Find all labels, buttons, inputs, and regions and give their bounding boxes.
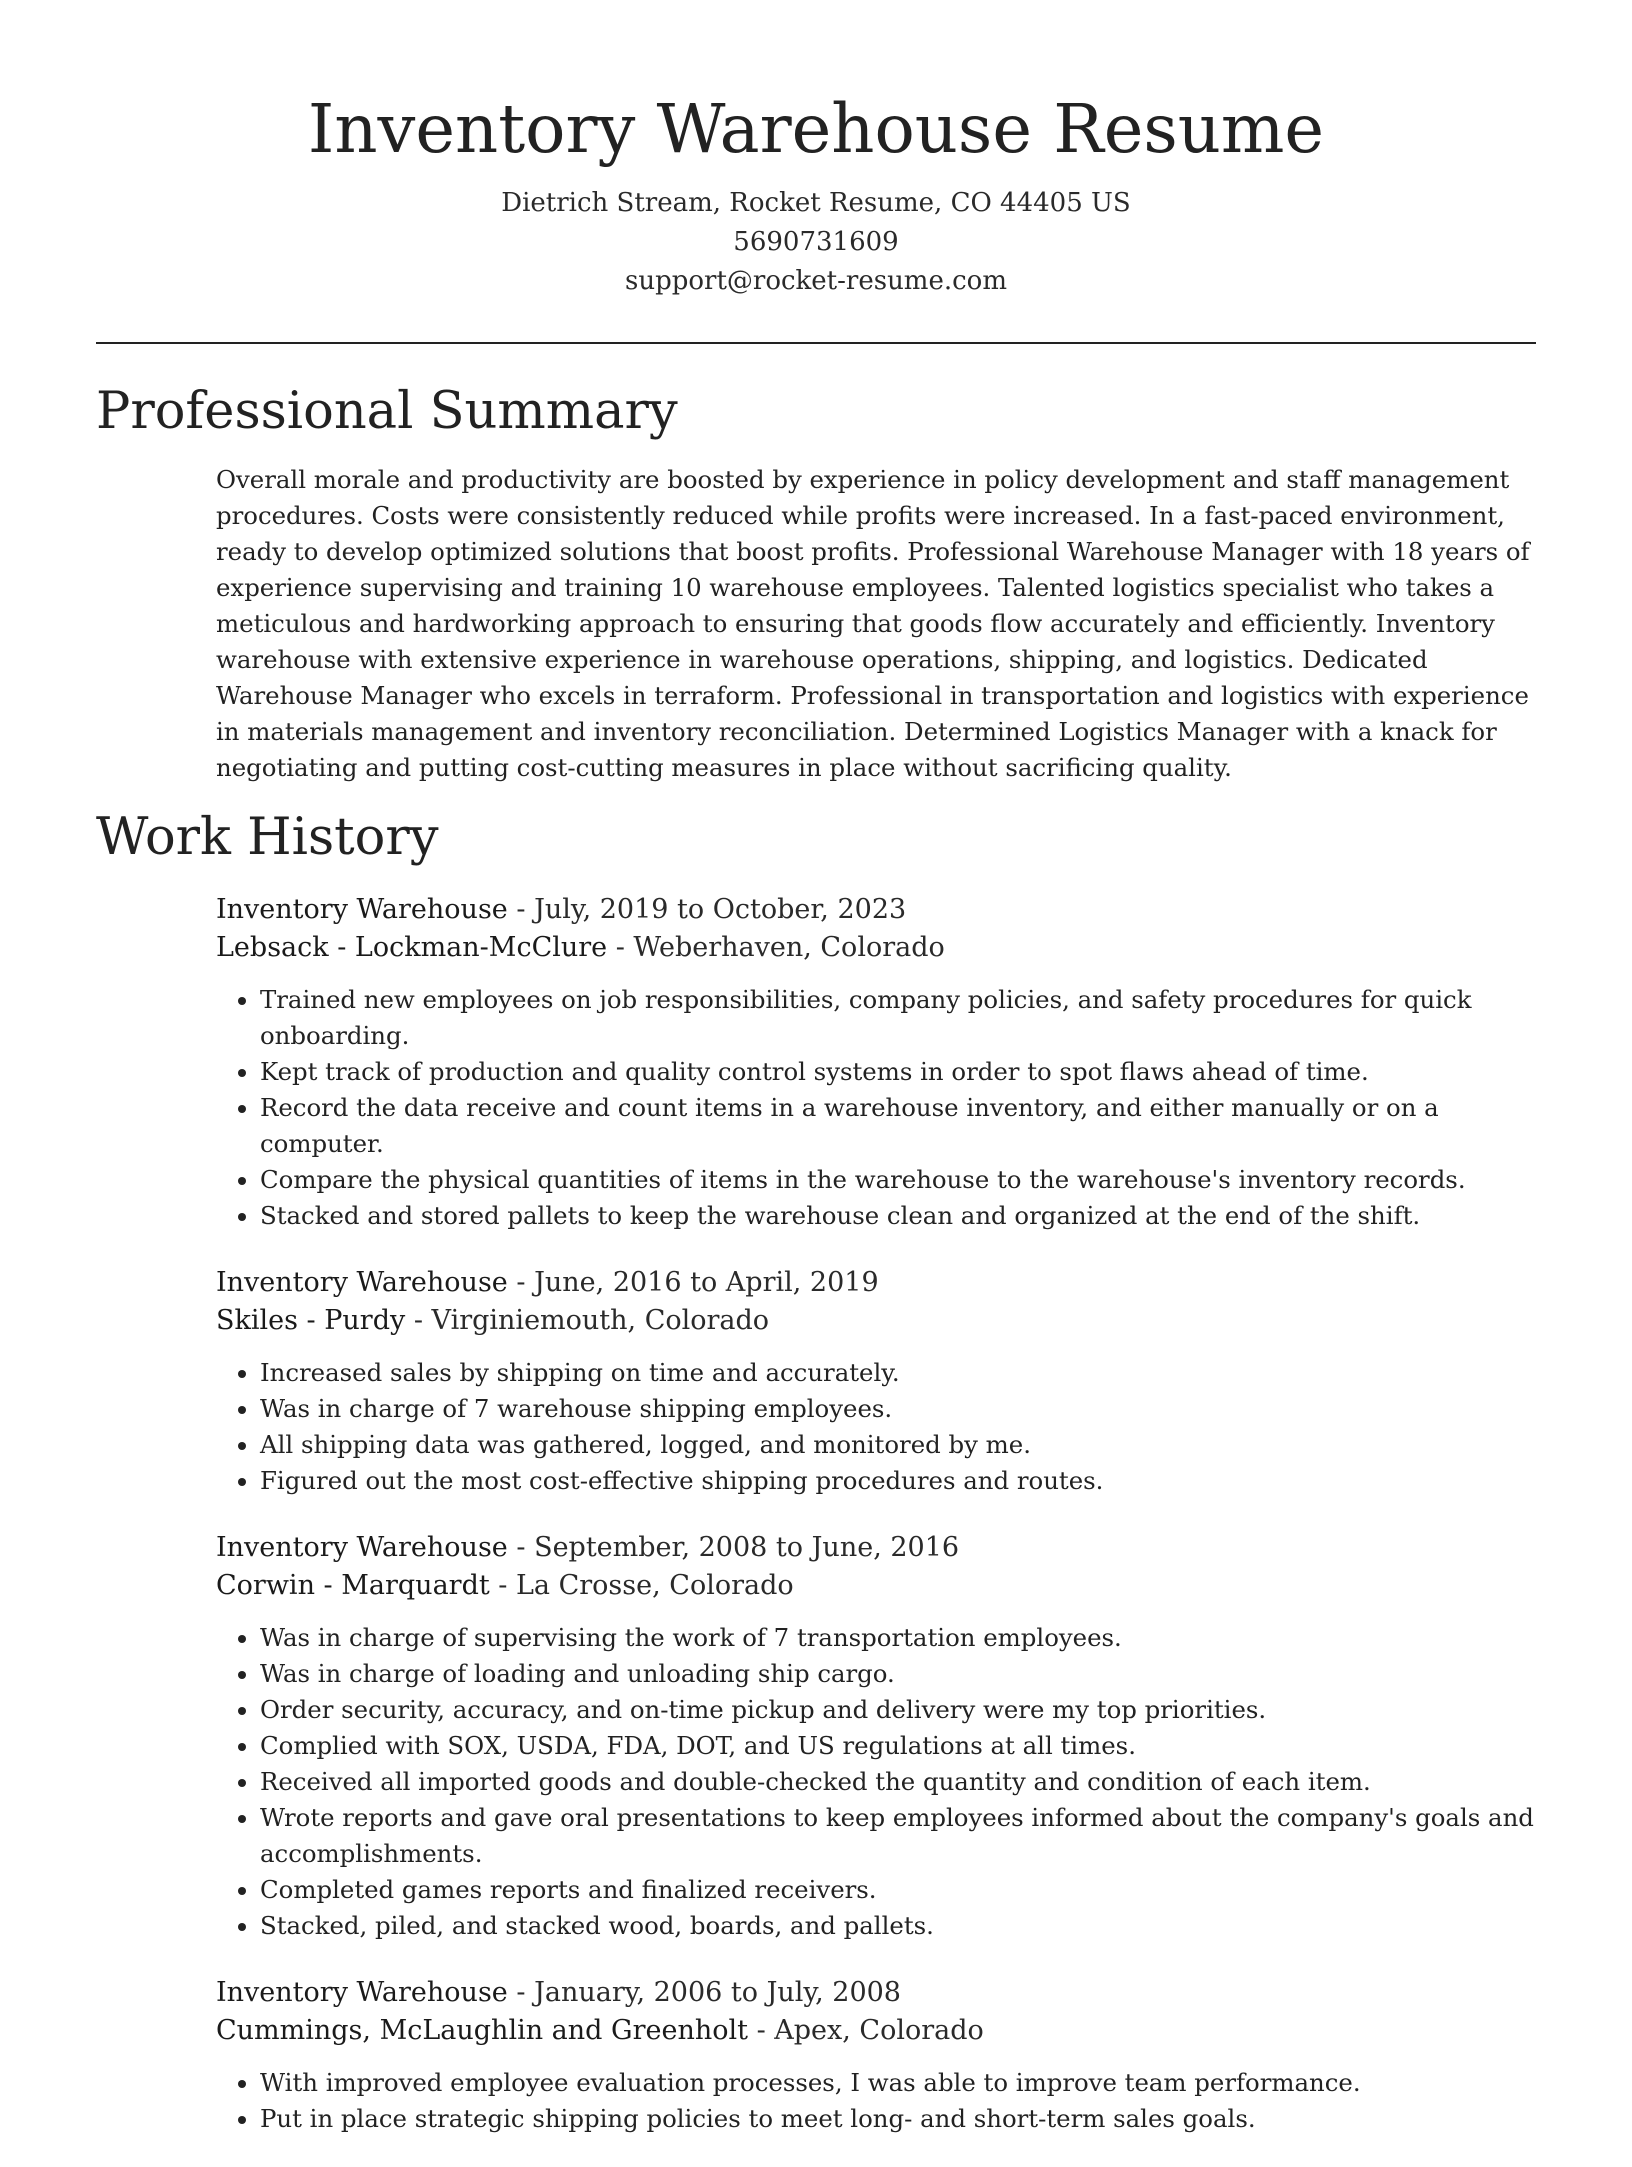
job-title-line — [216, 1264, 1541, 1302]
job-entry — [216, 1529, 1541, 1944]
job-location: - Virginiemouth, Colorado — [405, 1305, 770, 1336]
job-bullet: • Stacked, piled, and stacked wood, boards, and pallets. — [260, 1908, 1541, 1944]
work-history-list — [216, 891, 1541, 2167]
job-bullet: • Record the data receive and count items in a warehouse inventory, and either manually or on a computer. — [260, 1090, 1541, 1162]
job-company: Skiles - Purdy — [216, 1305, 406, 1336]
job-title: Inventory Warehouse — [216, 1977, 508, 2008]
job-bullet: • Compare the physical quantities of items in the warehouse to the warehouse's inventory records. — [260, 1162, 1541, 1198]
job-bullet: • Increased sales by shipping on time and accurately. — [260, 1355, 1541, 1391]
work-history-heading: Work History — [96, 808, 439, 867]
job-location: - La Crosse, Colorado — [489, 1570, 794, 1601]
job-entry — [216, 891, 1541, 1234]
contact-phone: 5690731609 — [733, 227, 899, 257]
job-bullet: • Stacked and stored pallets to keep the warehouse clean and organized at the end of the shift. — [260, 1198, 1541, 1234]
job-bullet: • Was in charge of supervising the work of 7 transportation employees. — [260, 1620, 1541, 1656]
job-bullet-list — [216, 1355, 1541, 1499]
job-bullet: • With improved employee evaluation processes, I was able to improve team performance. — [260, 2065, 1541, 2101]
contact-email: support@rocket-resume.com — [624, 266, 1007, 296]
job-title: Inventory Warehouse — [216, 894, 508, 925]
job-title-line — [216, 891, 1541, 929]
job-dates: - January, 2006 to July, 2008 — [507, 1977, 901, 2008]
job-dates: - September, 2008 to June, 2016 — [507, 1532, 960, 1563]
job-title: Inventory Warehouse — [216, 1267, 508, 1298]
job-company: Cummings, McLaughlin and Greenholt — [216, 2015, 748, 2046]
job-bullet: • Was in charge of 7 warehouse shipping employees. — [260, 1391, 1541, 1427]
job-bullet-list — [216, 982, 1541, 1234]
job-dates: - July, 2019 to October, 2023 — [507, 894, 907, 925]
job-bullet: • Wrote reports and gave oral presentations to keep employees informed about the company's goals and accomplishments. — [260, 1800, 1541, 1872]
job-bullet: • Trained new employees on job responsibilities, company policies, and safety procedures for quick onboarding. — [260, 982, 1541, 1054]
job-entry — [216, 1974, 1541, 2137]
job-entry — [216, 1264, 1541, 1499]
job-bullet-list — [216, 1620, 1541, 1944]
job-title: Inventory Warehouse — [216, 1532, 508, 1563]
job-location: - Weberhaven, Colorado — [607, 932, 945, 963]
job-bullet: • Completed games reports and finalized receivers. — [260, 1872, 1541, 1908]
contact-address: Dietrich Stream, Rocket Resume, CO 44405 US — [501, 188, 1131, 218]
resume-title: Inventory Warehouse Resume — [307, 90, 1325, 168]
job-bullet: • Was in charge of loading and unloading ship cargo. — [260, 1656, 1541, 1692]
job-location: - Apex, Colorado — [747, 2015, 984, 2046]
job-title-line — [216, 1974, 1541, 2012]
job-company-line — [216, 2012, 1541, 2050]
job-title-line — [216, 1529, 1541, 1567]
job-bullet-list — [216, 2065, 1541, 2137]
job-company: Lebsack - Lockman-McClure — [216, 932, 608, 963]
summary-text: Overall morale and productivity are boosted by experience in policy development and staff management procedures. Costs were consistently reduced while profits were increased. In a fast-paced environment, ready to develop optimized solutions that boost profits. Professional Warehouse Manager with 18 years of experience supervising and training 10 warehouse employees. Talented logistics specialist who takes a meticulous and hardworking approach to ensuring that goods flow accurately and efficiently. Inventory warehouse with extensive experience in warehouse operations, shipping, and logistics. Dedicated Warehouse Manager who excels in terraform. Professional in transportation and logistics with experience in materials management and inventory reconciliation. Determined Logistics Manager with a knack for negotiating and putting cost-cutting measures in place without sacrificing quality. — [216, 465, 1530, 782]
job-bullet: • Order security, accuracy, and on-time pickup and delivery were my top priorities. — [260, 1692, 1541, 1728]
job-bullet: • All shipping data was gathered, logged, and monitored by me. — [260, 1427, 1541, 1463]
job-company: Corwin - Marquardt — [216, 1570, 490, 1601]
job-bullet: • Complied with SOX, USDA, FDA, DOT, and US regulations at all times. — [260, 1728, 1541, 1764]
job-company-line — [216, 1302, 1541, 1340]
job-bullet: • Received all imported goods and double-checked the quantity and condition of each item. — [260, 1764, 1541, 1800]
resume-header — [0, 0, 1632, 301]
job-bullet: • Kept track of production and quality control systems in order to spot flaws ahead of time. — [260, 1054, 1541, 1090]
contact-block — [0, 184, 1632, 301]
job-dates: - June, 2016 to April, 2019 — [507, 1267, 879, 1298]
job-company-line — [216, 929, 1541, 967]
job-company-line — [216, 1567, 1541, 1605]
job-bullet: • Figured out the most cost-effective shipping procedures and routes. — [260, 1463, 1541, 1499]
header-divider — [96, 342, 1536, 344]
summary-heading: Professional Summary — [96, 382, 678, 441]
job-bullet: • Put in place strategic shipping policies to meet long- and short-term sales goals. — [260, 2101, 1541, 2137]
